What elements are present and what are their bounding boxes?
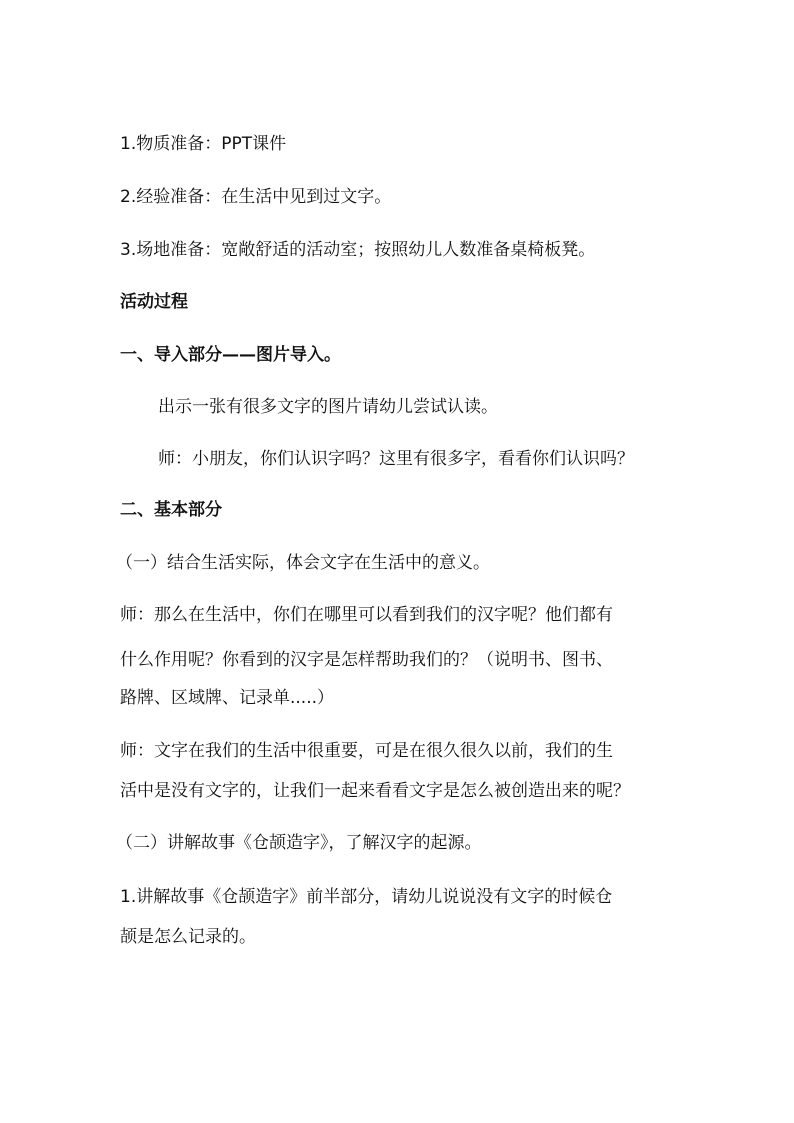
sub2-heading: （二）讲解故事《仓颉造字》，了解汉字的起源。 — [116, 833, 482, 853]
prep-experience: 2.经验准备：在生活中见到过文字。 — [120, 187, 392, 207]
part1-teacher-question: 师：小朋友，你们认识字吗？这里有很多字，看看你们认识吗？ — [158, 449, 634, 469]
sub2-item1-line: 1.讲解故事《仓颉造字》前半部分，请幼儿说说没有文字的时候仓 — [120, 887, 613, 907]
sub1-para1-line: 什么作用呢？你看到的汉字是怎样帮助我们的？（说明书、图书、 — [120, 650, 613, 670]
part2-heading: 二、基本部分 — [120, 500, 222, 520]
prep-venue: 3.场地准备：宽敞舒适的活动室；按照幼儿人数准备桌椅板凳。 — [120, 240, 596, 260]
sub1-heading: （一）结合生活实际，体会文字在生活中的意义。 — [116, 553, 490, 573]
sub1-para2-line: 活中是没有文字的，让我们一起来看看文字是怎么被创造出来的呢？ — [120, 781, 630, 801]
sub2-item1-line: 颉是怎么记录的。 — [120, 927, 256, 947]
sub1-para2-line: 师：文字在我们的生活中很重要，可是在很久很久以前，我们的生 — [120, 741, 613, 761]
part1-heading: 一、导入部分——图片导入。 — [120, 345, 341, 365]
sub1-para1-line: 路牌、区域牌、记录单.....） — [120, 688, 335, 708]
sub1-para1-line: 师：那么在生活中，你们在哪里可以看到我们的汉字呢？他们都有 — [120, 605, 613, 625]
part1-paragraph: 出示一张有很多文字的图片请幼儿尝试认读。 — [158, 397, 498, 417]
prep-material: 1.物质准备：PPT课件 — [120, 134, 287, 154]
activity-process-heading: 活动过程 — [120, 292, 188, 312]
